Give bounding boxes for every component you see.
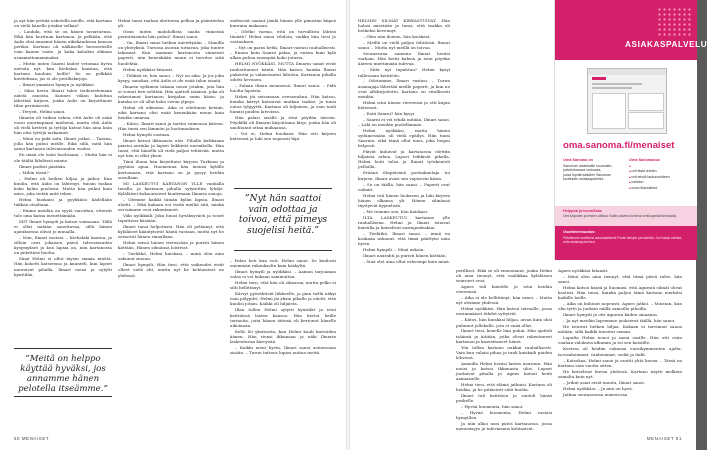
paragraph: – Lauhda, että se on hänen tavarinensa. Eikä hän herttuan kartanoa, ja pelkään, että Aulis olisi annanut hänen aikakaudensa kanssa periksi. Kartano oli nälkäselle herrasväelle vain kaunis vaate, ja kuka kaloihin olikaan avaamattomammaksi.: [14, 29, 112, 60]
paragraph: Agnes nyökkäsi hitaasti.: [558, 268, 609, 273]
paragraph: Helmi nyökkäsi. Hän katsoi taivaalle, jossa ensimmäiset tähdet syttyivät.: [456, 306, 552, 317]
ad-list-item: ■ ■ voit tilata lehden: [629, 169, 691, 175]
paragraph: – Kiitos, hän kuiskasi hiljaa, aivan kuin olisi puhunut jollekulle, jota ei enää ollut.: [456, 317, 552, 328]
paragraph: – Jotkut asiat eivät muutu, Ilmari sanoi.: [563, 379, 645, 385]
paragraph: – Odotamme, Ilmari vastasi. – Turun asianajaja lähettää meille paperit, ja kun ne ovat allekirjoitettu, kartano on virallisesti meidän.: [358, 78, 450, 99]
paragraph: Ilmari naurahti ja puristi hänen kättään.: [363, 253, 447, 259]
customer-service-ad: [554, 0, 707, 260]
paragraph: Ilmari tiesi, kenelle hän puhui. Hän ajatteli isäänsä ja äitiään, jotka olivat rakentaneet kartanon ja kasvattaneet hänet.: [456, 328, 552, 344]
paragraph: – Emme meidän on syytä varoittaa, etteivät tule oma kansa menettämään.: [14, 207, 112, 218]
paragraph: – Voi ei, Helmi huokaisi. Hän otti kirjeen käteensä ja luki sen nopeasti läpi.: [230, 131, 336, 142]
paragraph: Helmi seisoi hänen vieressään ja puristi hänen kättään. Hänen silmänsä loistivat.: [118, 240, 224, 251]
paragraph: – Aika on kulunut nopeasti, Agnes jatkoi. – Muistan, kun olin tyttö ja juoksin näillä samoilla pihoilla.: [558, 301, 682, 312]
paragraph: – Tehkää se, hän sanoi. – Nyt on aika. Ja jos joku kysyy, sanokaa, että Aulis ei ole enää talon isäntä.: [118, 72, 224, 83]
paragraph: Tänä iltana hän kirjoittaisi kirjeen Turkuun ja pyytäisi apua. Huomenna hän menisi kylälle kertomaan, että kartano on ja pysyy heidän suvullaan.: [118, 159, 224, 180]
paragraph: – Nyt on paras hetki, Ilmari vastasi rauhallisesti. – Ennen kuin Saarni palaa, ja ennen kuin kylä alkaa puhua enempää koko jutusta.: [230, 45, 336, 61]
pull-quote-2: ”Nyt hän saattoi vain odottaa ja toivoa, että pimeys suojelisi heitä.”: [238, 193, 328, 236]
paragraph: Ilmari hymyili ja nyökkäsi. – Aamun tarjoamaa valoa ei voi kukaan sammuttaa.: [230, 269, 336, 280]
left-column-2: [118, 18, 224, 430]
paragraph: Helmi hymyili. – Minä uskoin.: [363, 247, 425, 253]
ad-list-item: ■ vaihdon: [629, 180, 691, 186]
paragraph: – Aika ei ole hellittänyt, hän sanoi. – Mutta nyt olemme yhdessä.: [456, 295, 552, 306]
paragraph: Helmi tiesi, että hän oli oikeassa, mutta pelko ei silti hellittänyt.: [230, 280, 336, 291]
paragraph: Helmi nyökkäsi, mutta hänen sydämessään oli vielä epäilys. Hän tunsi Saarnin, eikä tämä ollut mies, joka luopui helposti.: [358, 127, 450, 149]
paragraph: Helmi huokaisi ja pyyhkäisi kädellään tukkaa otsaltaan.: [14, 196, 112, 207]
paragraph: Ilmarin oli vaikea uskoa, että Aulis oli enää vuosi nuorimpiaan miehenä, mutta että Aulis oli vielä ketterä ja tyttöja katsoi hän aina kuin hän olisi tyttöjä tarkannut.: [14, 115, 112, 136]
ad-list-item: Sanoman asiakkaille suunnattu: [563, 163, 612, 168]
paragraph: HELMIN SILMÄT KIRKASTUIVAT. Hän halasi miestään ja tunsi, että taakka oli hetkeksi kevennyt.: [358, 18, 450, 34]
paragraph: Helmi tiesi, että elämä jatkuisi. Kartano oli heidän, ja he pitäisivät siitä huolta.: [456, 382, 552, 393]
paragraph: – Minä en pidä siitä, Ilmari jatkoi. – Tarana, jolla hän puhui meille. Eikä sillä, mitä hän sanoi kartanon tulevaisuuden vuoksi.: [14, 136, 112, 152]
paragraph: Ilmari katsoi ikkunasta ulos. Pihalla kirkkaana paistoi aurinko ja lapset leikkivät nurmikolla. Hän tunsi, että hänellä oli vielä paljon tehtävää, mutta nyt hän ei ollut yksin.: [118, 138, 224, 159]
paragraph: – Hyvää huomenta, Helmi vastasi hymyillen.: [456, 410, 552, 421]
browser-bar: [588, 69, 666, 75]
paragraph: En minä ole enää huolissani. – Mutta hän ei ole täältä lähdössä minne.: [14, 152, 112, 163]
ad-info-strip: [555, 206, 697, 226]
paragraph: endisestä saanut jäädä hänen ylle pimeään kiipeä kuurana maksaan.: [230, 18, 336, 29]
paragraph: Päivät kuluivat ja kartanossa elettiin hiljaista arkea. Lapset leikkivät pihalla, Helmi hoiti taloa ja Ilmari työskenteli pelloilla.: [358, 149, 450, 170]
paragraph: – Kiitos, Ilmari sanoi ja tarttui vaimonsa käteen. Hän tunsi sen lämmön ja luottamuksen.: [118, 121, 224, 132]
paragraph: Helmi nyökkäsi hitaasti.: [123, 66, 174, 72]
paragraph: Helmi katsoi häntä ja huomasi, että Agnesin silmät olivat kosteat. Hän tunsi, kuinka paljon tämä kartano merkitsi kaikille heille.: [558, 285, 682, 301]
right-column-2: [456, 268, 552, 430]
paragraph: He istuivat hetken hiljaa. Kukaan ei tarvinnut sanoa mitään, sillä kaikki tunsivat saman.: [558, 324, 682, 335]
ad-right-list: [629, 158, 691, 191]
paragraph: Seuraavana aamuna Ilmari heräsi varhain. Hän keitti kahvia ja istui pöydän ääreen miettimään tulevaa.: [358, 51, 450, 67]
site-logo: [592, 77, 606, 80]
paragraph: – Minä olen aina tiennyt, että tämä päivä tulee, hän sanoi.: [558, 273, 682, 285]
left-column-3b: [230, 258, 336, 430]
ad-list-item: palvelukanava verkossa,: [563, 168, 602, 172]
paragraph: – Katsokaa, Helmi sanoi ja osoitti yhtä kuvaa. – Tässä on kartano sata vuotta sitten.: [558, 357, 682, 368]
strip2-text: Päivitämme osoitteesi automaattisesti Postin tietojen perusteella. Jos haluat vaihtaa, soita asiakaspalveluun.: [563, 236, 683, 245]
paragraph: – Olen niin iloinen, hän kuiskasi.: [363, 34, 431, 40]
ad-left-list: [563, 158, 623, 182]
paragraph: Oisin miten mahdollista saada viimeisiä perintöasioita hän puhui? Ilmari sanoi.: [118, 29, 224, 40]
paragraph: Helmi istui hänen viereensä ja otti kupin käteensä.: [358, 99, 450, 110]
ad-list-item: jossa löydät kaikkien Sanoman: [563, 172, 612, 177]
paragraph: – Hyvää huomenta, hän sanoi.: [461, 404, 524, 410]
paragraph: – Me teimme sen, hän kuiskasi.: [363, 208, 429, 214]
paragraph: Ja niin alkoi uusi päivä kartanossa, jossa menneisyys ja tulevaisuus kohtasivat.: [456, 421, 552, 432]
paragraph: He katselivat kuvaa yhdessä. Kartano näytti melkein samalta kuin nyt.: [558, 368, 682, 379]
strip1-heading: Helppoa ja turvallista:: [563, 209, 603, 213]
paragraph: – Palaan iltaan mennessä, Ilmari sanoi. – Pidä huolta lapsista.: [230, 82, 336, 93]
paragraph: Agnes tuli kuistille ja istui heidän viereensä.: [456, 284, 552, 295]
paragraph: – Siksi herra Ilmari tulee tiedustelemaan näistä asioista. Kunnes viikon kuluttua lähettää kirjeen, jonka Aulis on kirjoittanut tilan perimisestä.: [14, 87, 112, 109]
ad-list-item: tuotteiden asiakaspalvelut.: [563, 177, 605, 181]
ad-right-heading: Oma Sanomassa: [629, 158, 660, 162]
paragraph: Helmi tuli hänen luokseen ja luki kirjeen hänen olkansa yli. Hänen silmänsä täyttyivät kyynelistä.: [358, 192, 450, 208]
paragraph: Ilmari hymyili. Hän tiesi, että vaikeudet eivät olleet vielä ohi, mutta nyt he kohtaisivat ne yhdessä.: [118, 262, 224, 278]
paragraph: Väki nyökkäili. Joku huusi hyväksyvästi ja toiset taputtivat käsiään.: [118, 212, 224, 224]
paragraph: – Se on täällä, hän sanoi. – Paperit ovat valmiit.: [358, 181, 450, 192]
paragraph: – Olemme kaikki tämän kylän lapsia, Ilmari aloitti. – Eikä kukaan voi viedä meiltä sitä, minkä esi-isämme ovat rakentaneet.: [118, 196, 224, 212]
ad-list-item: ■ sinun tilaustiedot: [629, 186, 691, 192]
paragraph: Siinä Helmi ei ollut täysin samaa mieltä. Hän kohotti katseensa ja kuunteli, kun lapset nauroivat pihalla. Ilmari nousi ja sytytti kynttilän.: [14, 256, 112, 277]
paragraph: Helmi tunsi rauhan ulottuvan pelkoa ja pääntiedon yli.: [118, 18, 224, 29]
ad-title: ASIAKASPALVELU: [625, 40, 707, 49]
paragraph: Helmi hymyili vastaan.: [123, 132, 171, 138]
paragraph: – Helmi oli hetken hiljaa ja jatkoi: Kun kuulin, että Aulis on lähtenyt, tunsin tuskaa koko kylän puolesta. Mutta hän puhui kuin mies, joka tietää mitä tekee.: [14, 175, 112, 196]
paragraph: Aamulla Helmi heräsi lasten nauruun. Hän nousi ja katsoi ikkunasta ulos. Lapset juoksivat pihalla ja Agnes kutsui heitä aamiaiselle.: [456, 360, 552, 382]
paragraph: – Oletko varma, että on turvallista lähteä tänään? Helmi sanoi vihdoin, vaikka hän tiesi jo vastauksen.: [230, 29, 336, 45]
right-folio: MENAISET 51: [646, 436, 682, 441]
paragraph: – Mitä nyt tapahtuu? Helmi kysyi tullessaan keittiöön.: [358, 67, 450, 78]
left-column-3: [230, 18, 336, 180]
paragraph: – On, Ilmari sanoi hetken mietittyään. – Minulla on yhteyksiä. Turussa asuvan tuttavan, joka tuntee lakiasiat. Kun saamme kartanosta viimeiset paperit, niin kenenkään muun ei tarvitse siitä huolehtia.: [118, 40, 224, 66]
paragraph: – Ilmari ymmärsi hymyn ja nyökkäsi.: [19, 81, 95, 87]
paragraph: – Mihin tässä?: [19, 169, 49, 175]
paragraph: MIT Ilmari hymyili ja katsoi vaimoaan. Tällä ei ollut mitään sanottavaa, sillä hänen ajatuksensa olivat jo muualla.: [14, 218, 112, 235]
paragraph: Illan tullen Helmi sytytti kynttilät ja istui keittiössä lasten kanssa. Hän kertoi heille tarinoita, joita hänen äitinsä oli kertonut hänelle aikoinaan.: [230, 307, 336, 328]
left-column-1: [14, 18, 112, 340]
paragraph: – Kaikki meni hyvin, Ilmari sanoi astuessaan sisään. – Turun tuttava lupasi auttaa meitä.: [230, 344, 336, 355]
paragraph: – Tiedätkö, Ilmari sanoi, – minä en koskaan uskonut, että tämä päättyisi näin hyvin.: [358, 230, 450, 247]
paragraph: – Entä Saarni? hän kysyi.: [363, 110, 416, 116]
paragraph: – Mutta miten Saarni laulee vetomaa hyvin metsän nyt, kun Kiehalaa haastaa, että kartano kuuluisi heille? Se on pelkkää kuvitelmaa, jos ei ole perilliskirjoja.: [14, 60, 112, 81]
paragraph: perilliset. Eikä se oli ennustanut, jonka Helmi oli aina tiennyt, että vaalikkaa kyläläisen seurueet ovat.: [456, 268, 552, 284]
ad-list-item: ■ voit tehdä laskuosoitteen: [629, 175, 691, 181]
paragraph: Kärryt pyörähtivät liikkeelle, ja pian tiellä näkyi vain pölypilvi. Helmi jäi yksin pihalle ja odotti, että kuulisi jotain. Kaikki oli hiljaista.: [230, 291, 336, 307]
dot-pattern-icon: [657, 7, 691, 37]
paragraph: Eräänä iltapäivänä postinkantaja toi kirjeen. Ilmari avasi sen vapisevin käsin.: [358, 170, 450, 181]
ad-left-heading: Oma Sanoma on: [563, 158, 593, 162]
left-folio: 50 MENAISET: [14, 436, 50, 441]
paragraph: Ilmarin sydämen takana nousi jotakin, jota hän ei voinut heti selittää. Hän ajatteli isäänsä, joka oli rakentanut kartanon kivijalan omin käsin, ja kuinka se oli ollut koko suvun ylpeys.: [118, 83, 224, 104]
paragraph: Hän palasi sisälle ja istui pöydän ääreen. Pöydällä oli Ilmarin kirjoittama kirje, jonka hän oli unohtanut ottaa mukaansa.: [230, 115, 336, 131]
ad-address-strip: [555, 226, 697, 260]
paragraph: Ilmari hymyili ja otti Agnesin käden omaansa.: [563, 312, 659, 318]
paragraph: ILTA LASKEUTUI kartanon ylle rauhallisena. Helmi ja Ilmari istuivat kuistilla ja katselivat auringonlaskua.: [358, 214, 450, 230]
website-screenshot: [587, 68, 667, 134]
book-spine: [346, 0, 350, 450]
paragraph: Kello löi yksitoista, kun Helmi kuuli kavioiden äänen. Hän riensi ikkunaan ja näki Ilmarin laskeutuvan kärryistä.: [230, 328, 336, 344]
paragraph: Jatkuu seuraavassa numerossa: [563, 391, 628, 397]
quote-rule-bottom: [14, 396, 112, 397]
paragraph: Lopulta Helmi nousi ja meni sisälle. Hän otti esiin vanhan valokuva-albumin ja toi sen kuistille.: [558, 335, 682, 346]
ad-header: [555, 0, 707, 60]
paragraph: Helmi oli oikeassa. Aika ei odottanut ketään, eikä kartano olisi enää kenenkään muun kuin heidän omansa.: [118, 104, 224, 121]
paragraph: – Tiedätkö, Helmi kuiskasi, – minä olen aina uskonut sinuun.: [118, 251, 224, 262]
paragraph: Helmi nyökkäsi. – Ja niin on hyvä.: [563, 385, 633, 391]
ad-url[interactable]: oma.sanoma.fi/menaiset: [563, 140, 675, 151]
quote-rule-top: [14, 348, 112, 349]
paragraph: Ilmari pudisti päätään.: [19, 163, 67, 169]
paragraph: – Saarni ei voi tehdä mitään, Ilmari sanoi. – Laki on meidän puolellamme.: [358, 116, 450, 127]
paragraph: – Sinä olet aina ollut vahvempi kuin minä.: [363, 259, 450, 265]
strip1-text: Olet lukijoiden ja lehden välissä. Kaikki palvelut toimivat verkkopankkitunnuksilla.: [563, 214, 677, 218]
paragraph: – Palaa heti kun voit, Helmi sanoi. Se kuulosti enemmän rukoukselta kuin käskyltä.: [230, 258, 336, 269]
right-column-1: [358, 18, 450, 430]
paragraph: MI LASKEUTUI KARTANON YLLE vanhalla tavalla, ja kartanon pihalla sytytettiin lyhdyt. Kyläläiset kokoontuivat kuulemaan Ilmarin sanoja.: [118, 180, 224, 196]
paragraph: Kuvissa oli heidän sukunsa vuosikymmenten ajalta: isovanhemmat, vanhemmat, sedät ja tädit.: [558, 346, 682, 357]
pull-quote: ”Meitä on helppo käyttää hyväksi, jos annamme hänen pelotella itseämme.”: [18, 354, 108, 394]
paragraph: HELMI NYÖKKÄSI, MUTTA Ilmarin sanat eivät rauhoittaneet häntä. Hän katsoi, kuinka Ilmari pukeutui ja valmistautui lähtöön. Kartanon pihalla odotti hevonen.: [230, 61, 336, 82]
strip2-heading: Osoitteenmuutos:: [563, 230, 596, 234]
paragraph: Helmi jäi seisomaan ovensuuhun. Hän katsoi, kuinka kärryt katosivat mutkan taakse, ja tunsi outoa tyhjyyttä. Kartano oli hiljainen, ja vain tuuli humisi puiden latvoissa.: [230, 93, 336, 115]
paragraph: Ilmari tuli keittiöön ja suuteli häntä poskelle.: [456, 393, 552, 404]
paragraph: – Meillä on vielä paljon tehtävää, Ilmari sanoi. – Mutta nyt meillä on toivoa.: [358, 40, 450, 51]
paragraph: – Ja nyt meidän lapsemme juoksevat täällä, hän sanoi.: [563, 318, 676, 324]
quote2-rule-bottom: [234, 250, 332, 251]
quote2-rule-top: [234, 188, 332, 189]
paragraph: – Teryeit, Helmi sanoi.: [19, 109, 66, 115]
paragraph: – Niin, Ilmari vastasi. – Kiehalaki kaatuu, ja silloin ovat jokaisen päivä tulevaisuuden kysymykset ja kun lapsia on, niin kartanosta on pidettävä huolta.: [14, 235, 112, 256]
paragraph: Ilmari tunsi helpotusta. Hän oli pelännyt, että kyläläiset kääntyisivät häntä vastaan, mutta nyt he seisoivat hänen rinnallaan.: [118, 224, 224, 240]
right-column-3: [558, 268, 682, 430]
paragraph: ja nyt hän yrittää uskotella meille, että kartano on vielä hänelle jotakin velkaa?: [14, 18, 112, 29]
paragraph: Yön tullen kartano nukkui rauhallisesti. Vain kuu valaisi pihaa ja tuuli kuiskaili puiden lehvissä.: [456, 344, 552, 360]
left-page: [0, 0, 348, 450]
